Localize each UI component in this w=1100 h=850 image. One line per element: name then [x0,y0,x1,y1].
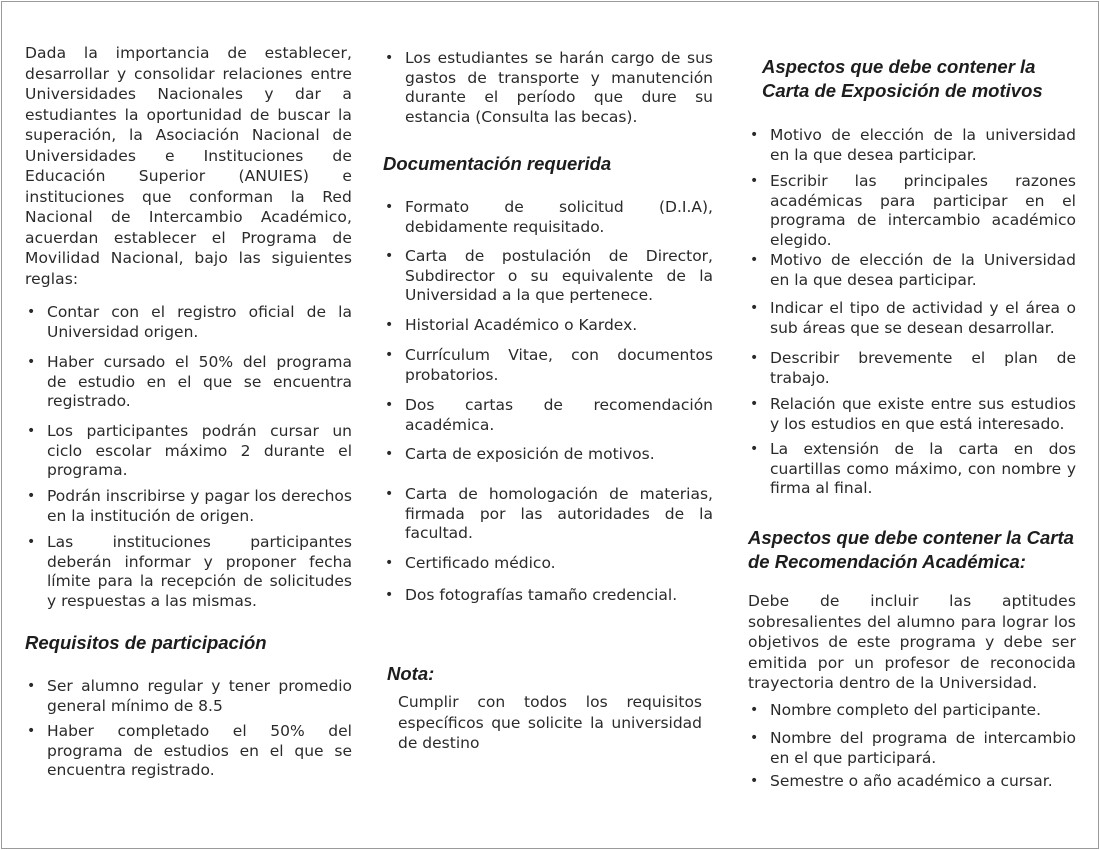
list-item: • Motivo de elección de la universidad en la que desea participar. [748,126,1076,165]
list-item: • Haber cursado el 50% del programa de estudio en el que se encuentra registrado. [25,353,352,412]
list-item: • Carta de postulación de Director, Subdirector o su equivalente de la Universidad a la que pertenece. [383,247,713,306]
list-item: • Describir brevemente el plan de trabajo. [748,349,1076,388]
list-item: • Formato de solicitud (D.I.A), debidamente requisitado. [383,198,713,237]
recomendacion-paragraph: Debe de incluir las aptitudes sobresalientes del alumno para lograr los objetivos de este programa y debe ser emitida por un profesor de reconocida trayectoria dentro de la Universidad. [748,592,1076,692]
list-item: • Dos fotografías tamaño credencial. [383,586,713,606]
list-item: • Podrán inscribirse y pagar los derechos en la institución de origen. [25,487,352,526]
intro-paragraph: Dada la importancia de establecer, desarrollar y consolidar relaciones entre Universidades Nacionales y dar a estudiantes la oportunidad de buscar la superación, la Asociación Nacional de Universidades e Instituciones de Educación Superior (ANUIES) e instituciones que conforman la Red Nacional de Intercambio Académico, acuerdan establecer el Programa de Movilidad Nacional, bajo las siguientes reglas: [25,44,352,288]
list-item: • Contar con el registro oficial de la Universidad origen. [25,303,352,342]
list-item: • Haber completado el 50% del programa de estudios en el que se encuentra registrado. [25,722,352,781]
motivos-heading: Aspectos que debe contener la Carta de Exposición de motivos [762,56,1043,101]
requisitos-heading: Requisitos de participación [25,632,267,653]
nota-text: Cumplir con todos los requisitos específicos que solicite la universidad de destino [398,693,702,752]
list-item: • Relación que existe entre sus estudios y los estudios en que está interesado. [748,395,1076,434]
recomendacion-heading: Aspectos que debe contener la Carta de Recomendación Académica: [748,527,1074,572]
list-item: • Semestre o año académico a cursar. [748,772,1076,792]
list-item: • La extensión de la carta en dos cuartillas como máximo, con nombre y firma al final. [748,440,1076,499]
list-item: • Los participantes podrán cursar un ciclo escolar máximo 2 durante el programa. [25,422,352,481]
list-item: • Historial Académico o Kardex. [383,316,713,336]
list-item: • Currículum Vitae, con documentos probatorios. [383,346,713,385]
list-item: • Carta de homologación de materias, firmada por las autoridades de la facultad. [383,485,713,544]
nota-heading: Nota: [387,663,435,684]
list-item: • Nombre completo del participante. [748,701,1076,721]
list-item: • Carta de exposición de motivos. [383,445,713,465]
documentacion-heading: Documentación requerida [383,153,612,174]
list-item: • Dos cartas de recomendación académica. [383,396,713,435]
list-item: • Indicar el tipo de actividad y el área o sub áreas que se desean desarrollar. [748,299,1076,338]
list-item: • Las instituciones participantes deberán informar y proponer fecha límite para la recepción de solicitudes y respuestas a las mismas. [25,533,352,611]
list-item: • Los estudiantes se harán cargo de sus gastos de transporte y manutención durante el período que dure su estancia (Consulta las becas). [383,49,713,127]
list-item: • Ser alumno regular y tener promedio general mínimo de 8.5 [25,677,352,716]
list-item: • Certificado médico. [383,554,713,574]
list-item: • Motivo de elección de la Universidad en la que desea participar. [748,251,1076,290]
list-item: • Escribir las principales razones académicas para participar en el programa de intercambio académico elegido. [748,172,1076,250]
list-item: • Nombre del programa de intercambio en el que participará. [748,729,1076,768]
